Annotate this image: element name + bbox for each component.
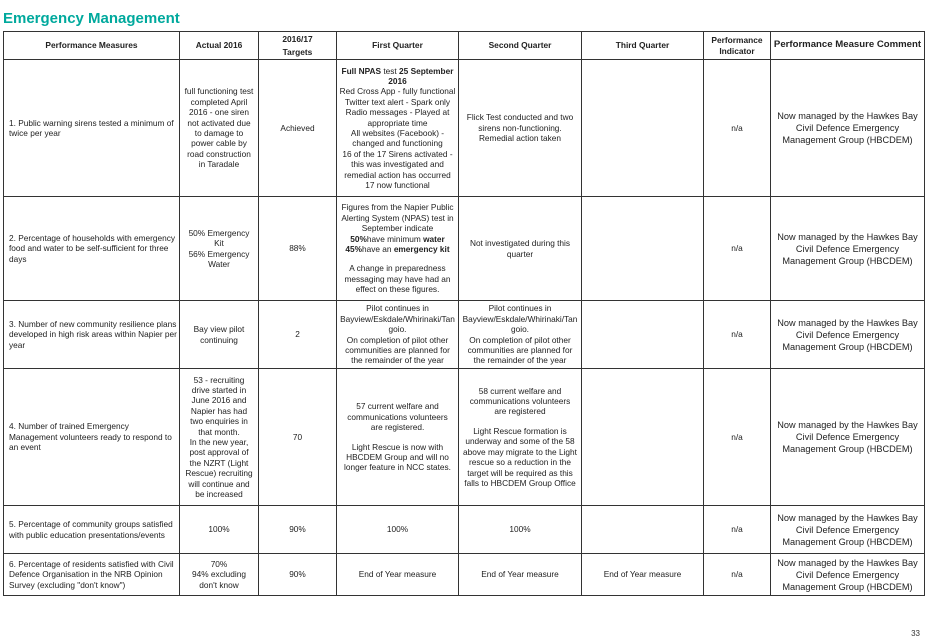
comment-cell: Now managed by the Hawkes Bay Civil Defence Emergency Management Group (HBCDEM) [771,554,925,596]
indicator-cell: n/a [704,197,771,301]
header-indicator: Performance Indicator [704,32,771,60]
indicator-cell: n/a [704,60,771,197]
q1-cell: End of Year measure [337,554,459,596]
measure-cell: 5. Percentage of community groups satisfied with public education presentations/events [4,506,180,554]
indicator-cell: n/a [704,554,771,596]
measure-cell: 4. Number of trained Emergency Management volunteers ready to respond to an event [4,369,180,506]
indicator-cell: n/a [704,506,771,554]
q3-cell [582,369,704,506]
target-cell: 88% [259,197,337,301]
q1-cell: Figures from the Napier Public Alerting System (NPAS) test in September indicate 50%have minimum water 45%have an emergency kit A change in preparedness messaging may have had an effect on these figures. [337,197,459,301]
header-comment: Performance Measure Comment [771,32,925,60]
target-cell: Achieved [259,60,337,197]
actual-cell: full functioning test completed April 2016 - one siren not activated due to damage to power cable by road construction in Taradale [180,60,259,197]
actual-cell: Bay view pilot continuing [180,301,259,369]
target-cell: 2 [259,301,337,369]
measure-cell: 2. Percentage of households with emergency food and water to be self-sufficient for three days [4,197,180,301]
q2-cell: 58 current welfare and communications volunteers are registered Light Rescue formation is underway and some of the 58 above may migrate to the Light rescue so a reduction in the target will be required as this falls to HBCDEM Group Office [459,369,582,506]
q2-cell: Pilot continues in Bayview/Eskdale/Whirinaki/Tan goio. On completion of pilot other communities are planned for the remainder of the year [459,301,582,369]
target-cell: 70 [259,369,337,506]
table-row [4,554,925,596]
page-number: 33 [911,629,920,638]
comment-cell: Now managed by the Hawkes Bay Civil Defence Emergency Management Group (HBCDEM) [771,369,925,506]
table-row [4,506,925,554]
target-cell: 90% [259,554,337,596]
comment-cell: Now managed by the Hawkes Bay Civil Defence Emergency Management Group (HBCDEM) [771,506,925,554]
q3-cell [582,301,704,369]
q3-cell: End of Year measure [582,554,704,596]
measure-cell: 6. Percentage of residents satisfied with Civil Defence Organisation in the NRB Opinion Survey (excluding "don't know") [4,554,180,596]
header-q2: Second Quarter [459,32,582,60]
header-q3: Third Quarter [582,32,704,60]
actual-cell: 100% [180,506,259,554]
table-row [4,369,925,506]
comment-cell: Now managed by the Hawkes Bay Civil Defence Emergency Management Group (HBCDEM) [771,197,925,301]
header-actual: Actual 2016 [180,32,259,60]
comment-cell: Now managed by the Hawkes Bay Civil Defence Emergency Management Group (HBCDEM) [771,301,925,369]
q2-cell: Flick Test conducted and two sirens non-functioning. Remedial action taken [459,60,582,197]
q3-cell [582,60,704,197]
q1-cell: Pilot continues in Bayview/Eskdale/Whirinaki/Tan goio. On completion of pilot other communities are planned for the remainder of the year [337,301,459,369]
table-row [4,60,925,197]
page-title: Emergency Management [3,10,180,27]
q1-cell: Full NPAS test 25 September 2016 Red Cross App - fully functional Twitter text alert - Spark only Radio messages - Played at appropriate time All websites (Facebook) - changed and functioning 16 of the 17 Sirens activated - this was investigated and remedial action has occurred 17 now functional [337,60,459,197]
measure-cell: 3. Number of new community resilience plans developed in high risk areas within Napier per year [4,301,180,369]
header-targets: 2016/17 Targets [259,32,337,60]
performance-table [3,31,925,596]
target-cell: 90% [259,506,337,554]
table-row [4,301,925,369]
q3-cell [582,197,704,301]
q2-cell: End of Year measure [459,554,582,596]
q1-cell: 100% [337,506,459,554]
actual-cell: 70% 94% excluding don't know [180,554,259,596]
q2-cell: Not investigated during this quarter [459,197,582,301]
header-measures: Performance Measures [4,32,180,60]
q1-cell: 57 current welfare and communications volunteers are registered. Light Rescue is now with HBCDEM Group and will no longer feature in NCC states. [337,369,459,506]
header-q1: First Quarter [337,32,459,60]
q3-cell [582,506,704,554]
actual-cell: 53 - recruiting drive started in June 2016 and Napier has had two enquiries in that month. In the new year, post approval of the NZRT (Light Rescue) recruiting will continue and be increased [180,369,259,506]
q2-cell: 100% [459,506,582,554]
actual-cell: 50% Emergency Kit 56% Emergency Water [180,197,259,301]
measure-cell: 1. Public warning sirens tested a minimum of twice per year [4,60,180,197]
table-row [4,197,925,301]
indicator-cell: n/a [704,369,771,506]
header-row [4,32,925,60]
comment-cell: Now managed by the Hawkes Bay Civil Defence Emergency Management Group (HBCDEM) [771,60,925,197]
indicator-cell: n/a [704,301,771,369]
